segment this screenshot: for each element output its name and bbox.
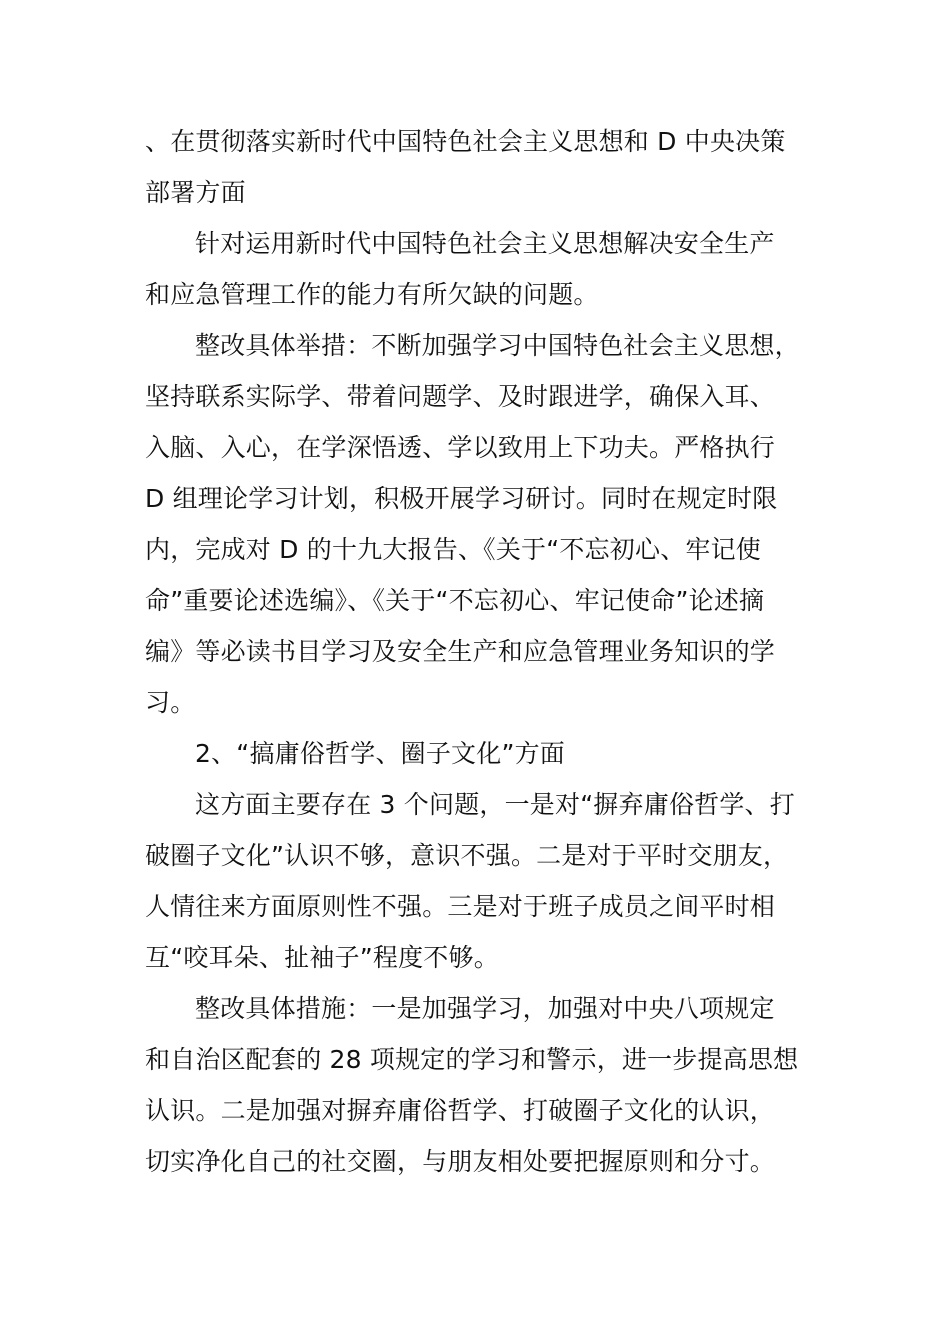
- paragraph-first-line: 针对运用新时代中国特色社会主义思想解决安全生产: [195, 229, 775, 258]
- text-line: 入脑、入心，在学深悟透、学以致用上下功夫。严格执行: [145, 433, 776, 462]
- text-line: 坚持联系实际学、带着问题学、及时跟进学，确保入耳、: [145, 382, 776, 411]
- text-line: 、在贯彻落实新时代中国特色社会主义思想和 D 中央决策: [145, 127, 786, 156]
- paragraph-first-line: 整改具体举措：不断加强学习中国特色社会主义思想，: [195, 331, 800, 360]
- text-line: 编》等必读书目学习及安全生产和应急管理业务知识的学: [145, 637, 776, 666]
- text-line: 人情往来方面原则性不强。三是对于班子成员之间平时相: [145, 892, 776, 921]
- paragraph-first-line: 整改具体措施：一是加强学习，加强对中央八项规定: [195, 994, 775, 1023]
- text-line: 和应急管理工作的能力有所欠缺的问题。: [145, 280, 599, 309]
- text-line: 切实净化自己的社交圈，与朋友相处要把握原则和分寸。: [145, 1147, 776, 1176]
- text-line: 破圈子文化”认识不够，意识不强。二是对于平时交朋友，: [145, 841, 789, 870]
- text-line: 部署方面: [145, 178, 246, 207]
- text-line: 互“咬耳朵、扯袖子”程度不够。: [145, 943, 499, 972]
- text-line: 习。: [145, 688, 196, 717]
- text-line: 和自治区配套的 28 项规定的学习和警示，进一步提高思想: [145, 1045, 799, 1074]
- text-line: 内，完成对 D 的十九大报告、《关于“不忘初心、牢记使: [145, 535, 761, 564]
- text-line: 命”重要论述选编》、《关于“不忘初心、牢记使命”论述摘: [145, 586, 765, 615]
- text-line: 认识。二是加强对摒弃庸俗哲学、打破圈子文化的认识，: [145, 1096, 776, 1125]
- paragraph-first-line: 这方面主要存在 3 个问题，一是对“摒弃庸俗哲学、打: [195, 790, 795, 819]
- text-line: D 组理论学习计划，积极开展学习研讨。同时在规定时限: [145, 484, 778, 513]
- section-heading: 2、“搞庸俗哲学、圈子文化”方面: [195, 739, 566, 768]
